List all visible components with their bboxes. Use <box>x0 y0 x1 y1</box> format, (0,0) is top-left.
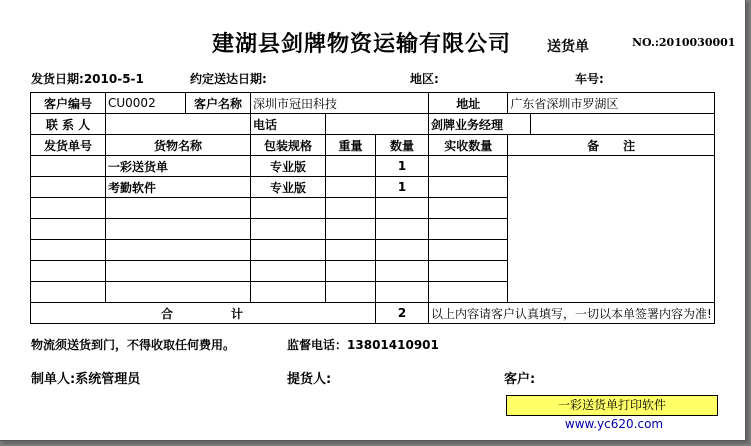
spec-cell <box>251 240 326 261</box>
customer-code-value: CU0002 <box>106 93 186 114</box>
qty-cell <box>376 282 429 303</box>
region-label: 地区: <box>410 72 439 86</box>
spec-cell <box>251 198 326 219</box>
received-cell <box>429 177 508 198</box>
customer-name-value: 深圳市冠田科技 <box>251 93 429 114</box>
qty-cell: 1 <box>376 156 429 177</box>
document-type: 送货单 <box>547 39 589 55</box>
table-row <box>31 156 715 177</box>
car-number-label: 车号: <box>575 72 604 86</box>
contact-label: 联 系 人 <box>31 114 106 135</box>
maker <box>31 368 140 387</box>
delivery-date-label: 约定送达日期: <box>190 72 267 86</box>
received-cell <box>429 240 508 261</box>
weight-cell <box>326 219 376 240</box>
hotline-label: 监督电话： <box>287 338 348 352</box>
header-weight: 重量 <box>326 135 376 156</box>
ship-date-value: 2010-5-1 <box>83 72 144 86</box>
header-order-no: 发货单号 <box>31 135 106 156</box>
region <box>410 70 439 87</box>
goods-cell <box>106 261 251 282</box>
header-received: 实收数量 <box>429 135 508 156</box>
header-remarks: 备 注 <box>508 135 714 156</box>
car-number <box>575 70 604 87</box>
delivery-notice: 物流须送货到门，不得收取任何费用。 <box>31 338 236 352</box>
spec-cell: 专业版 <box>251 156 326 177</box>
client <box>504 368 535 387</box>
total-row <box>31 303 715 324</box>
document-number-value: 2010030001 <box>658 36 736 49</box>
qty-cell: 1 <box>376 177 429 198</box>
spec-cell <box>251 219 326 240</box>
goods-cell <box>106 219 251 240</box>
weight-cell <box>326 198 376 219</box>
ship-date-label: 发货日期: <box>31 72 84 86</box>
picker <box>287 368 331 387</box>
goods-cell <box>106 282 251 303</box>
manager-label: 剑牌业务经理 <box>429 114 531 135</box>
goods-cell: 一彩送货单 <box>106 156 251 177</box>
delivery-date <box>190 70 267 87</box>
weight-cell <box>326 261 376 282</box>
weight-cell <box>326 156 376 177</box>
picker-label: 提货人: <box>287 372 332 387</box>
address-label: 地址 <box>429 93 508 114</box>
document-number-label: NO.: <box>632 36 659 49</box>
received-cell <box>429 282 508 303</box>
header-goods: 货物名称 <box>106 135 251 156</box>
document-number <box>632 36 735 49</box>
goods-cell <box>106 198 251 219</box>
delivery-table <box>30 92 715 324</box>
qty-cell <box>376 219 429 240</box>
phone-label: 电话 <box>251 114 326 135</box>
order-no-cell <box>31 156 106 177</box>
header-spec: 包装规格 <box>251 135 326 156</box>
confirm-note: 以上内容请客户认真填写，一切以本单签署内容为准! <box>429 303 715 324</box>
company-title: 建湖县剑牌物资运输有限公司 <box>212 32 512 57</box>
qty-cell <box>376 240 429 261</box>
received-cell <box>429 198 508 219</box>
header-qty: 数量 <box>376 135 429 156</box>
spec-cell <box>251 261 326 282</box>
order-no-cell <box>31 261 106 282</box>
weight-cell <box>326 240 376 261</box>
spec-cell <box>251 282 326 303</box>
qty-cell <box>376 261 429 282</box>
hotline <box>287 336 439 353</box>
order-no-cell <box>31 177 106 198</box>
received-cell <box>429 156 508 177</box>
qty-cell <box>376 198 429 219</box>
customer-row-2 <box>31 114 715 135</box>
total-label: 合 计 <box>31 303 376 324</box>
order-no-cell <box>31 282 106 303</box>
remarks-cell <box>508 156 714 303</box>
received-cell <box>429 261 508 282</box>
manager-value <box>531 114 715 135</box>
received-cell <box>429 219 508 240</box>
customer-code-label: 客户编号 <box>31 93 106 114</box>
phone-value <box>326 114 429 135</box>
weight-cell <box>326 282 376 303</box>
weight-cell <box>326 177 376 198</box>
table-header-row <box>31 135 715 156</box>
maker-label: 制单人: <box>31 372 76 387</box>
customer-row-1 <box>31 93 715 114</box>
goods-cell <box>106 240 251 261</box>
hotline-value: 13801410901 <box>347 338 439 352</box>
maker-value: 系统管理员 <box>75 372 141 387</box>
order-no-cell <box>31 240 106 261</box>
order-no-cell <box>31 219 106 240</box>
contact-value <box>106 114 251 135</box>
address-value: 广东省深圳市罗湖区 <box>508 93 714 114</box>
spec-cell: 专业版 <box>251 177 326 198</box>
promo-url[interactable]: www.yc620.com <box>564 417 664 431</box>
ship-date <box>31 70 144 87</box>
total-qty: 2 <box>376 303 429 324</box>
promo-text: 一彩送货单打印软件 <box>557 398 666 412</box>
software-promo-banner[interactable] <box>506 395 718 431</box>
client-label: 客户: <box>504 372 536 387</box>
customer-name-label: 客户名称 <box>186 93 251 114</box>
goods-cell: 考勤软件 <box>106 177 251 198</box>
order-no-cell <box>31 198 106 219</box>
